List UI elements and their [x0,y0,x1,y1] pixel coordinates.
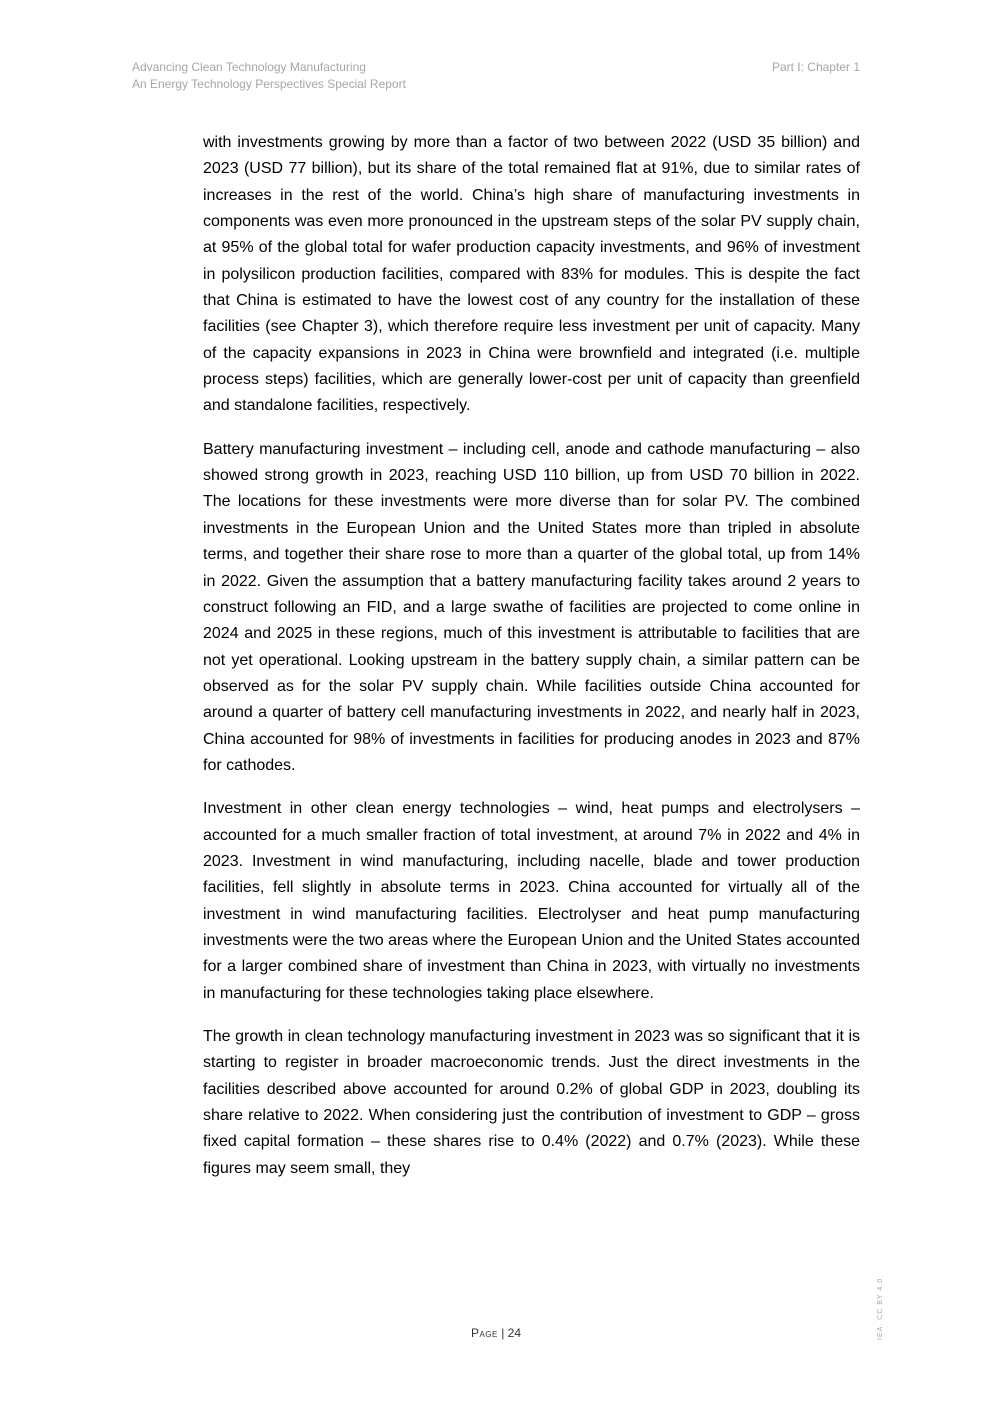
running-header [132,59,860,93]
header-report-info [132,59,406,93]
report-title: Advancing Clean Technology Manufacturing [132,60,366,74]
section-label: Part I: Chapter 1 [771,60,860,74]
body-text [203,130,860,1199]
paragraph: The growth in clean technology manufacturing investment in 2023 was so significant that it is starting to register in broader macroeconomic trends. Just the direct investments in the facilities described above accounted for around 0.2% of global GDP in 2023, doubling its share relative to 2022. When considering just the contribution of investment to GDP – gross fixed capital formation – these shares rise to 0.4% (2022) and 0.7% (2023). While these figures may seem small, they [203,1028,860,1177]
paragraph: Battery manufacturing investment – including cell, anode and cathode manufacturing – also showed strong growth in 2023, reaching USD 110 billion, up from USD 70 billion in 2022. The locations for these investments were more diverse than for solar PV. The combined investments in the European Union and the United States more than tripled in absolute terms, and together their share rose to more than a quarter of the global total, up from 14% in 2022. Given the assumption that a battery manufacturing facility takes around 2 years to construct following an FID, and a large swathe of facilities are projected to come online in 2024 and 2025 in these regions, much of this investment is attributable to facilities that are not yet operational. Looking upstream in the battery supply chain, a similar pattern can be observed as for the solar PV supply chain. While facilities outside China accounted for around a quarter of battery cell manufacturing investments in 2022, and nearly half in 2023, China accounted for 98% of investments in facilities for producing anodes in 2023 and 87% for cathodes. [203,440,860,774]
page-label: Page [470,1326,498,1340]
page-separator: | [501,1326,505,1340]
paragraph: with investments growing by more than a factor of two between 2022 (USD 35 billion) and 2023 (USD 77 billion), but its share of the total remained flat at 91%, due to similar rates of increases in the rest of the world. China’s high share of manufacturing investments in components was even more pronounced in the upstream steps of the solar PV supply chain, at 95% of the global total for wafer production capacity investments, and 96% of investment in polysilicon production facilities, compared with 83% for modules. This is despite the fact that China is estimated to have the lowest cost of any country for the installation of these facilities (see Chapter 3), which therefore require less investment per unit of capacity. Many of the capacity expansions in 2023 in China were brownfield and integrated (i.e. multiple process steps) facilities, which are generally lower-cost per unit of capacity than greenfield and standalone facilities, respectively. [203,134,860,415]
header-section [772,59,860,76]
page-number: 24 [507,1326,522,1340]
license-notice: IEA. CC BY 4.0. [877,1274,884,1340]
page-footer [0,1326,992,1340]
paragraph: Investment in other clean energy technologies – wind, heat pumps and electrolysers – accounted for a much smaller fraction of total investment, at around 7% in 2022 and 4% in 2023. Investment in wind manufacturing, including nacelle, blade and tower production facilities, fell slightly in absolute terms in 2023. China accounted for virtually all of the investment in wind manufacturing facilities. Electrolyser and heat pump manufacturing investments were the two areas where the European Union and the United States accounted for a larger combined share of investment than China in 2023, with virtually no investments in manufacturing for these technologies taking place elsewhere. [203,800,860,1002]
report-subtitle: An Energy Technology Perspectives Special Report [132,77,406,91]
